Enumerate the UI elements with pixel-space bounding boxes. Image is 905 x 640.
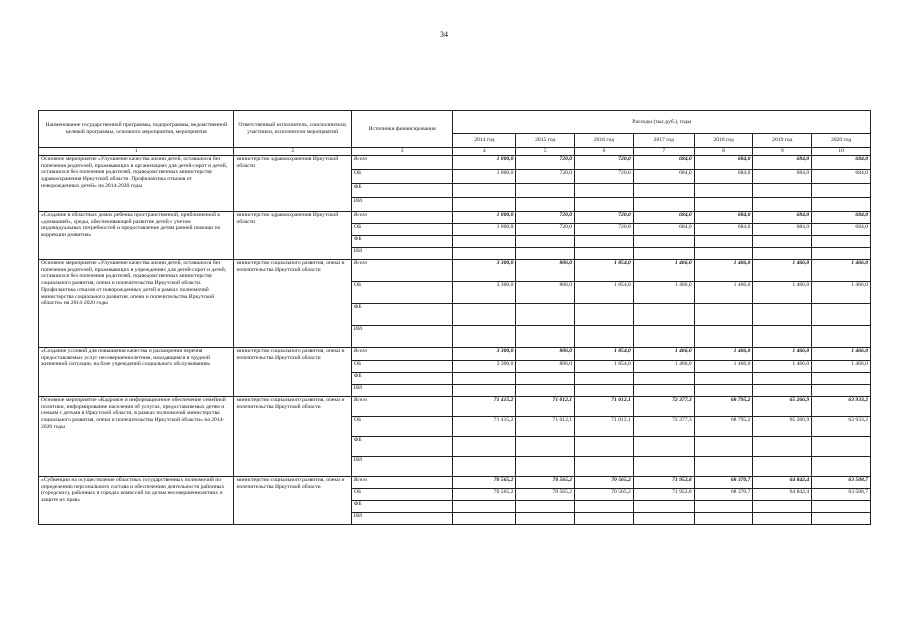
expense-value <box>753 184 812 198</box>
expense-value <box>812 373 871 385</box>
expense-value <box>633 501 694 513</box>
expense-value <box>633 385 694 397</box>
header-year: 2017 год <box>633 134 694 148</box>
funding-source: ИИ <box>351 513 452 525</box>
header-expenses: Расходы (тыс.руб.), годы <box>453 111 871 134</box>
expense-value: 70 565,2 <box>516 489 575 501</box>
expense-value <box>633 184 694 198</box>
expense-value: 71 952,8 <box>633 477 694 489</box>
expense-value <box>575 304 634 326</box>
expense-value: 1 466,0 <box>812 348 871 361</box>
executor: министерство здравоохранения Иркутской области <box>234 212 351 260</box>
expense-value: 71 012,1 <box>516 417 575 437</box>
expense-value: 1 466,0 <box>694 282 753 304</box>
funding-source: ОБ <box>351 170 452 184</box>
expense-value <box>575 248 634 260</box>
expense-value: 1 466,0 <box>753 260 812 282</box>
expense-value: 806,0 <box>516 282 575 304</box>
expense-value <box>575 184 634 198</box>
funding-source: ИИ <box>351 385 452 397</box>
funding-source: Всего <box>351 477 452 489</box>
expense-value: 684,0 <box>633 212 694 224</box>
expense-value: 684,0 <box>753 224 812 236</box>
expense-value <box>812 304 871 326</box>
expense-value: 1 854,0 <box>575 361 634 373</box>
header-name: Наименование государственной программы, подпрограммы, ведомственной целевой программы, основного мероприятия, мероприятия <box>39 111 234 148</box>
table-row <box>39 477 871 489</box>
expense-value: 684,0 <box>812 224 871 236</box>
expense-value <box>453 236 516 248</box>
header-executor: Ответственный исполнитель, соисполнители, участники, исполнители мероприятий <box>234 111 351 148</box>
table-row <box>39 260 871 282</box>
expense-value <box>812 385 871 397</box>
expense-value: 684,0 <box>812 156 871 170</box>
funding-source: ИИ <box>351 326 452 348</box>
program-name: Основное мероприятие «Улучшение качества жизни детей, оставшихся без попечения родителей, проживающих в учреждениях для детей-сирот и детей, оставшихся без попечения родителей, подведомственных министерству социального развития, опеки и попечительства Иркутской области. Профилактика отказов от новорожденных детей в рамках полномочий министерства социального развития, опеки и попечительства Иркутской области» на 2014-2020 годы <box>39 260 234 348</box>
expense-value <box>812 457 871 477</box>
table-row <box>39 397 871 417</box>
expense-value <box>633 198 694 212</box>
expense-value: 1 466,0 <box>753 348 812 361</box>
executor: министерство социального развития, опеки и попечительства Иркутской области <box>234 477 351 525</box>
expense-value: 1 466,0 <box>633 348 694 361</box>
expense-value: 684,0 <box>633 170 694 184</box>
expense-value <box>516 304 575 326</box>
expense-value: 1 466,0 <box>694 361 753 373</box>
expense-value <box>694 236 753 248</box>
funding-source: ОБ <box>351 224 452 236</box>
funding-source: ОБ <box>351 361 452 373</box>
funding-source: ИИ <box>351 248 452 260</box>
expense-value <box>694 437 753 457</box>
expense-value <box>694 198 753 212</box>
expense-value: 71 012,1 <box>575 397 634 417</box>
expense-value: 71 415,2 <box>453 397 516 417</box>
expense-value: 63 508,7 <box>812 489 871 501</box>
expense-value: 1 000,0 <box>453 212 516 224</box>
expense-value <box>694 326 753 348</box>
expense-value <box>753 501 812 513</box>
table-row <box>39 348 871 361</box>
expense-value: 1 466,0 <box>753 361 812 373</box>
expense-value: 720,0 <box>516 170 575 184</box>
expense-value: 720,0 <box>575 224 634 236</box>
expense-value <box>753 236 812 248</box>
header-year: 2018 год <box>694 134 753 148</box>
expense-value <box>812 513 871 525</box>
table-row <box>39 212 871 224</box>
expense-value: 684,0 <box>753 156 812 170</box>
expense-value <box>516 513 575 525</box>
funding-source: ОБ <box>351 282 452 304</box>
expense-value: 72 377,3 <box>633 417 694 437</box>
expense-value <box>516 437 575 457</box>
executor: министерство здравоохранения Иркутской области <box>234 156 351 212</box>
executor: министерство социального развития, опеки и попечительства Иркутской области <box>234 260 351 348</box>
expense-value: 1 466,0 <box>753 282 812 304</box>
expense-value <box>516 457 575 477</box>
program-name: «Субвенции на осуществление областных государственных полномочий по определению персонального состава и обеспечению деятельности районных (городских), районных в городах комиссий по делам несовершеннолетних и защите их прав» <box>39 477 234 525</box>
budget-table <box>38 110 871 525</box>
expense-value: 1 466,0 <box>633 260 694 282</box>
header-year: 2015 год <box>516 134 575 148</box>
expense-value: 684,0 <box>694 224 753 236</box>
expense-value: 71 415,2 <box>453 417 516 437</box>
expense-value: 720,0 <box>575 170 634 184</box>
expense-value: 70 565,2 <box>575 477 634 489</box>
program-name: Основное мероприятие «Улучшение качества жизни детей, оставшихся без попечения родителей, проживающих в организациях для детей-сирот и детей, оставшихся без попечения родителей, подведомственных министерству здравоохранения Иркутской области. Профилактика отказов от новорожденных детей» на 2014-2020 годы <box>39 156 234 212</box>
expense-value <box>694 184 753 198</box>
expense-value: 720,0 <box>575 212 634 224</box>
expense-value <box>516 236 575 248</box>
funding-source: ФБ <box>351 236 452 248</box>
expense-value <box>812 198 871 212</box>
expense-value <box>694 513 753 525</box>
expense-value: 70 565,2 <box>575 489 634 501</box>
expense-value: 3 300,0 <box>453 348 516 361</box>
expense-value <box>453 326 516 348</box>
expense-value: 720,0 <box>516 156 575 170</box>
expense-value: 1 466,0 <box>812 282 871 304</box>
expense-value <box>516 326 575 348</box>
expense-value: 1 466,0 <box>633 361 694 373</box>
program-name: Основное мероприятие «Кадровое и информационное обеспечение семейной политики, информирование населения об услугах, предоставляемых детям и семьям с детьми в Иркутской области, в рамках полномочий министерства социального развития, опеки и попечительства Иркутской области» на 2014-2020 годы <box>39 397 234 477</box>
page-number: 34 <box>440 30 448 39</box>
expense-value: 63 933,2 <box>812 397 871 417</box>
column-number: 6 <box>575 148 634 156</box>
expense-value <box>633 326 694 348</box>
expense-value <box>812 437 871 457</box>
expense-value: 70 565,2 <box>516 477 575 489</box>
column-number: 2 <box>234 148 351 156</box>
expense-value <box>453 385 516 397</box>
program-name: «Создание в областных домах ребенка пространственной, приближенной к «домашней», среды, обеспечивающей развитие детей с учетом индивидуальных потребностей и предоставление детям ранней помощи по коррекции развития» <box>39 212 234 260</box>
expense-value <box>753 437 812 457</box>
funding-source: ОБ <box>351 489 452 501</box>
expense-value: 684,0 <box>694 156 753 170</box>
funding-source: ФБ <box>351 184 452 198</box>
expense-value <box>633 248 694 260</box>
expense-value: 68 370,7 <box>694 477 753 489</box>
expense-value: 684,0 <box>753 170 812 184</box>
expense-value <box>633 457 694 477</box>
header-year: 2016 год <box>575 134 634 148</box>
expense-value <box>575 457 634 477</box>
funding-source: Всего <box>351 260 452 282</box>
expense-value: 1 854,0 <box>575 282 634 304</box>
executor: министерство социального развития, опеки и попечительства Иркутской области <box>234 348 351 397</box>
expense-value: 1 000,0 <box>453 224 516 236</box>
expense-value: 3 300,0 <box>453 361 516 373</box>
expense-value: 64 842,4 <box>753 489 812 501</box>
column-number: 7 <box>633 148 694 156</box>
expense-value <box>753 304 812 326</box>
expense-value <box>453 373 516 385</box>
expense-value <box>812 326 871 348</box>
expense-value <box>516 184 575 198</box>
expense-value: 71 012,1 <box>516 397 575 417</box>
expense-value <box>575 373 634 385</box>
expense-value: 720,0 <box>516 212 575 224</box>
expense-value: 3 300,0 <box>453 260 516 282</box>
expense-value: 1 466,0 <box>633 282 694 304</box>
expense-value: 684,0 <box>694 212 753 224</box>
funding-source: ФБ <box>351 437 452 457</box>
expense-value <box>516 373 575 385</box>
expense-value <box>575 236 634 248</box>
funding-source: Всего <box>351 397 452 417</box>
expense-value: 64 842,4 <box>753 477 812 489</box>
expense-value: 1 466,0 <box>694 348 753 361</box>
column-number: 8 <box>694 148 753 156</box>
expense-value <box>753 457 812 477</box>
expense-value: 684,0 <box>694 170 753 184</box>
expense-value: 70 565,2 <box>453 489 516 501</box>
expense-value <box>812 184 871 198</box>
funding-source: ИИ <box>351 457 452 477</box>
expense-value: 806,0 <box>516 348 575 361</box>
expense-value <box>694 373 753 385</box>
expense-value <box>516 248 575 260</box>
expense-value <box>453 513 516 525</box>
funding-source: ИИ <box>351 198 452 212</box>
expense-value: 1 854,0 <box>575 348 634 361</box>
header-year: 2020 год <box>812 134 871 148</box>
expense-value <box>753 326 812 348</box>
expense-value <box>575 198 634 212</box>
expense-value <box>453 304 516 326</box>
expense-value <box>516 501 575 513</box>
expense-value <box>694 385 753 397</box>
expense-value <box>575 501 634 513</box>
header-year: 2019 год <box>753 134 812 148</box>
expense-value: 72 377,3 <box>633 397 694 417</box>
expense-value <box>453 248 516 260</box>
funding-source: Всего <box>351 156 452 170</box>
expense-value <box>812 501 871 513</box>
expense-value: 684,0 <box>812 212 871 224</box>
expense-value: 71 952,8 <box>633 489 694 501</box>
header-year: 2014 год <box>453 134 516 148</box>
expense-value <box>453 198 516 212</box>
table-row <box>39 156 871 170</box>
funding-source: ФБ <box>351 501 452 513</box>
column-number: 10 <box>812 148 871 156</box>
expense-value: 720,0 <box>575 156 634 170</box>
expense-value <box>575 437 634 457</box>
funding-source: ФБ <box>351 304 452 326</box>
expense-value <box>516 198 575 212</box>
expense-value <box>453 501 516 513</box>
expense-value <box>453 437 516 457</box>
expense-value <box>753 513 812 525</box>
header-source: Источники финансирования <box>351 111 452 148</box>
column-number: 5 <box>516 148 575 156</box>
expense-value: 68 370,7 <box>694 489 753 501</box>
expense-value <box>575 326 634 348</box>
funding-source: ФБ <box>351 373 452 385</box>
expense-value: 684,0 <box>633 156 694 170</box>
expense-value <box>812 248 871 260</box>
expense-value: 1 466,0 <box>812 361 871 373</box>
expense-value <box>812 236 871 248</box>
expense-value: 684,0 <box>812 170 871 184</box>
expense-value <box>575 385 634 397</box>
expense-value: 684,0 <box>633 224 694 236</box>
expense-value <box>633 304 694 326</box>
expense-value: 806,0 <box>516 260 575 282</box>
expense-value: 70 565,2 <box>453 477 516 489</box>
expense-value <box>694 501 753 513</box>
expense-value: 65 266,9 <box>753 417 812 437</box>
column-number: 3 <box>351 148 452 156</box>
column-number: 1 <box>39 148 234 156</box>
expense-value: 806,0 <box>516 361 575 373</box>
expense-value: 63 933,2 <box>812 417 871 437</box>
expense-value <box>633 236 694 248</box>
expense-value <box>753 248 812 260</box>
expense-value: 1 000,0 <box>453 156 516 170</box>
expense-value: 1 000,0 <box>453 170 516 184</box>
column-number: 4 <box>453 148 516 156</box>
funding-source: Всего <box>351 212 452 224</box>
expense-value: 720,0 <box>516 224 575 236</box>
expense-value <box>694 248 753 260</box>
expense-value: 71 012,1 <box>575 417 634 437</box>
funding-source: Всего <box>351 348 452 361</box>
expense-value <box>753 385 812 397</box>
expense-value <box>753 373 812 385</box>
expense-value <box>633 373 694 385</box>
column-number: 9 <box>753 148 812 156</box>
expense-value <box>575 513 634 525</box>
expense-value: 1 854,0 <box>575 260 634 282</box>
expense-value: 684,0 <box>753 212 812 224</box>
expense-value: 3 300,0 <box>453 282 516 304</box>
expense-value <box>453 184 516 198</box>
funding-source: ОБ <box>351 417 452 437</box>
expense-value: 68 795,2 <box>694 417 753 437</box>
expense-value <box>694 457 753 477</box>
expense-value <box>633 513 694 525</box>
program-name: «Создание условий для повышения качества и расширения перечня предоставляемых услуг несовершеннолетним, находящимся в трудной жизненной ситуации, на базе учреждений социального обслуживания» <box>39 348 234 397</box>
expense-value: 65 266,9 <box>753 397 812 417</box>
expense-value <box>694 304 753 326</box>
expense-value: 1 466,0 <box>694 260 753 282</box>
expense-value <box>516 385 575 397</box>
expense-value <box>753 198 812 212</box>
expense-value <box>453 457 516 477</box>
expense-value: 63 508,7 <box>812 477 871 489</box>
executor: министерство социального развития, опеки и попечительства Иркутской области <box>234 397 351 477</box>
expense-value: 68 795,2 <box>694 397 753 417</box>
expense-value: 1 466,0 <box>812 260 871 282</box>
expense-value <box>633 437 694 457</box>
